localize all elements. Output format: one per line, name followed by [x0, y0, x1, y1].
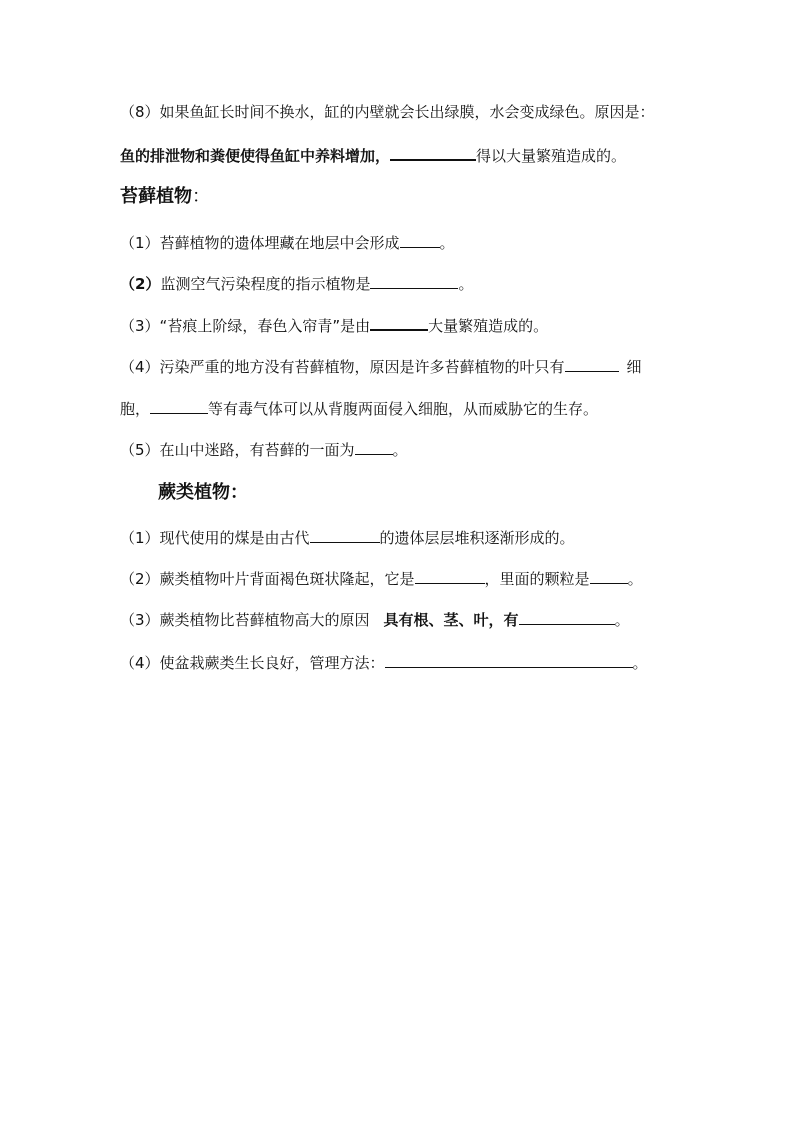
answer-blank[interactable] — [390, 144, 476, 161]
fern-q2-end: 。 — [627, 570, 643, 588]
moss-q2-text: 监测空气污染程度的指示植物是 — [160, 275, 371, 293]
moss-q2-number: （2） — [120, 275, 161, 293]
moss-q4-text-b: 细 — [626, 358, 642, 376]
moss-q1-end: 。 — [439, 234, 455, 252]
answer-blank[interactable] — [150, 398, 208, 414]
question-8-text: （8）如果鱼缸长时间不换水，缸的内壁就会长出绿膜，水会变成绿色。原因是： — [120, 103, 655, 121]
answer-blank[interactable] — [355, 439, 393, 455]
moss-q3-text: （3）“苔痕上阶绿，春色入帘青”是由 — [120, 317, 371, 335]
answer-blank[interactable] — [400, 232, 440, 248]
moss-q5-text: （5）在山中迷路，有苔藓的一面为 — [120, 441, 355, 459]
question-8-line-1 — [120, 102, 655, 122]
fern-q4-text: （4）使盆栽蕨类生长良好，管理方法： — [120, 654, 385, 672]
moss-heading-colon: ： — [192, 186, 210, 207]
answer-blank[interactable] — [310, 527, 380, 543]
moss-question-4-line-1 — [120, 356, 642, 377]
moss-question-2 — [120, 273, 473, 294]
moss-q4-text-c: 胞， — [120, 400, 151, 418]
moss-question-4-line-2 — [120, 398, 598, 419]
answer-blank[interactable] — [385, 652, 633, 668]
moss-q1-text: （1）苔藓植物的遗体埋藏在地层中会形成 — [120, 234, 400, 252]
answer-blank[interactable] — [519, 609, 615, 625]
fern-question-1 — [120, 527, 575, 548]
moss-question-5 — [120, 439, 408, 460]
fern-question-4 — [120, 652, 648, 673]
fern-q1-end: 的遗体层层堆积逐渐形成的。 — [379, 529, 575, 547]
moss-question-1 — [120, 232, 455, 253]
answer-blank[interactable] — [415, 568, 485, 584]
fern-question-3 — [120, 609, 630, 630]
answer-blank[interactable] — [370, 273, 458, 289]
fern-q1-text: （1）现代使用的煤是由古代 — [120, 529, 310, 547]
fern-heading-text: 蕨类植物： — [158, 482, 248, 503]
moss-q2-end: 。 — [458, 275, 474, 293]
moss-heading-text: 苔藓植物 — [120, 186, 192, 207]
fern-q3-end: 。 — [614, 611, 630, 629]
moss-q4-text-d: 等有毒气体可以从背腹两面侵入细胞，从而威胁它的生存。 — [208, 400, 599, 418]
moss-question-3 — [120, 314, 548, 336]
question-8-text-a: 鱼的排泄物和粪便使得鱼缸中养料增加， — [120, 147, 391, 165]
answer-blank[interactable] — [565, 356, 619, 372]
fern-q2-text: （2）蕨类植物叶片背面褐色斑状隆起，它是 — [120, 570, 415, 588]
fern-q4-end: 。 — [632, 654, 648, 672]
question-8-line-2 — [120, 144, 626, 166]
answer-blank[interactable] — [370, 314, 428, 331]
section-heading-fern — [158, 482, 248, 504]
fern-q2-text-b: ，里面的颗粒是 — [484, 570, 590, 588]
fern-q3-bold-text: 具有根、茎、叶，有 — [383, 611, 519, 629]
question-8-text-b: 得以大量繁殖造成的。 — [476, 147, 627, 165]
answer-blank[interactable] — [590, 568, 628, 584]
section-heading-moss — [120, 186, 210, 208]
moss-q3-end: 大量繁殖造成的。 — [428, 317, 549, 335]
fern-q3-text: （3）蕨类植物比苔藓植物高大的原因 — [120, 611, 370, 629]
moss-q4-text: （4）污染严重的地方没有苔藓植物，原因是许多苔藓植物的叶只有 — [120, 358, 565, 376]
moss-q5-end: 。 — [392, 441, 408, 459]
fern-question-2 — [120, 568, 643, 589]
